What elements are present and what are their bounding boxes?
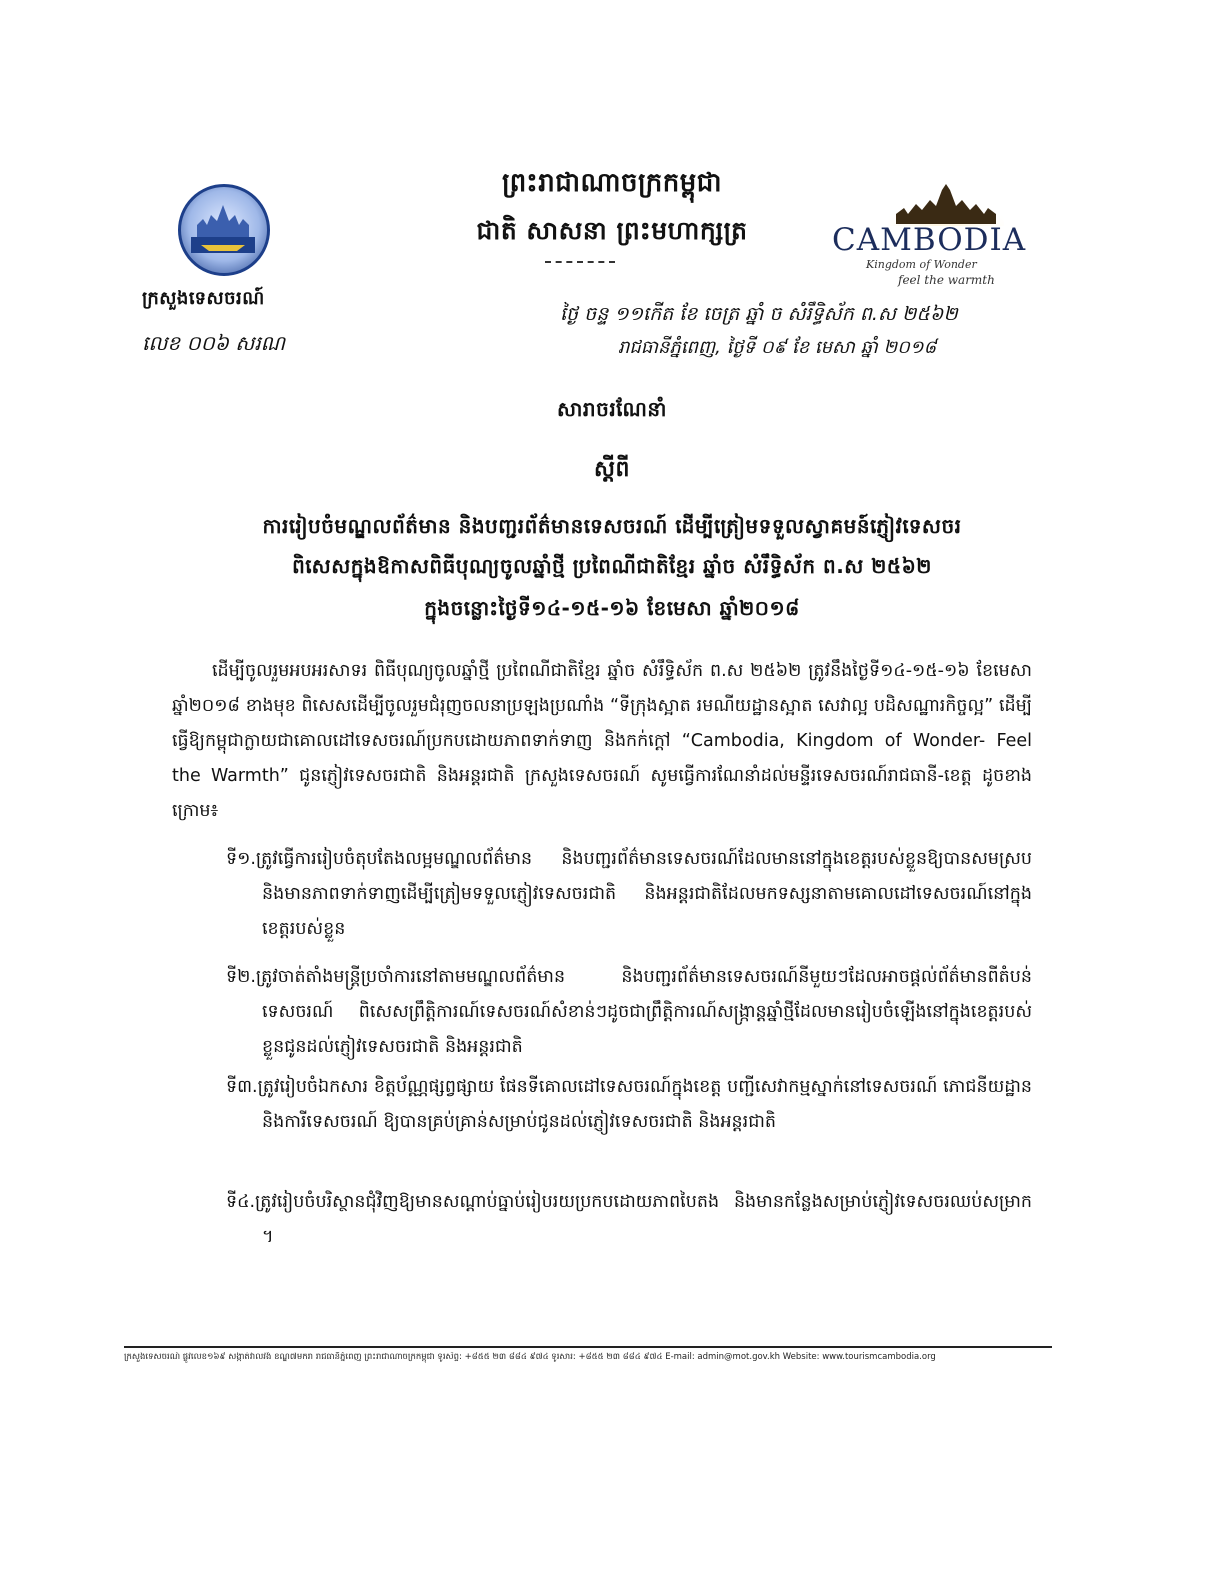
logo-tagline: Kingdom of Wonder (866, 258, 977, 271)
kingdom-title: ព្រះរាជាណាចក្រកម្ពុជា (502, 168, 722, 198)
cambodia-tourism-logo (826, 178, 1046, 290)
subject-line-3: ក្នុងចន្លោះថ្ងៃទី១៤-១៥-១៦ ខែមេសា ឆ្នាំ២០១៨ (424, 596, 800, 620)
logo-wordmark: CAMBODIA (832, 222, 1027, 258)
footer-divider (124, 1346, 1052, 1348)
logo-slogan: feel the warmth (898, 273, 995, 287)
list-item (226, 1185, 1032, 1255)
list-item (226, 842, 1032, 947)
national-motto: ជាតិ សាសនា ព្រះមហាក្សត្រ (476, 216, 748, 245)
instruction-4: ទី៤.ត្រូវរៀបចំបរិស្ថានជុំវិញឱ្យមានសណ្តាប់ធ្នាប់រៀបរយប្រកបដោយភាពបៃតង និងមានកន្លែងសម្រាប់ភ្ញៀវទេសចរឈប់សម្រាក ។ (226, 1192, 1032, 1247)
angkor-sunset-icon (886, 178, 1006, 226)
solar-date: រាជធានីភ្នំពេញ, ថ្ងៃទី ០៩ ខែ មេសា ឆ្នាំ ២០១៨ (618, 337, 937, 358)
footer-contact: ក្រសួងទេសចរណ៍ ផ្លូវលេខ១៦៩ សង្កាត់វាលវង់ ខណ្ឌ៧មករា រាជធានីភ្នំពេញ ព្រះរាជាណាចក្រកម្ពុជា ទូរស័ព្ទ: +៨៥៥ ២៣ ៨៨៤ ៩៧៤ ទូរសារ: +៨៥៥ ២៣ ៨៨៤ ៩៧៤ E-mail: admin@mot.gov.kh Website: www.tourismcambodia.org (124, 1352, 936, 1362)
subject-line-2: ពិសេសក្នុងឱកាសពិធីបុណ្យចូលឆ្នាំថ្មី ប្រពៃណីជាតិខ្មែរ ឆ្នាំច សំរឹទ្ធិស័ក ព.ស ២៥៦២ (292, 554, 932, 578)
list-item (226, 1070, 1032, 1140)
list-item (226, 960, 1032, 1065)
instruction-1: ទី១.ត្រូវធ្វើការរៀបចំតុបតែងលម្អមណ្ឌលព័ត៌មាន និងបញ្ជរព័ត៌មានទេសចរណ៍ដែលមាននៅក្នុងខេត្តរបស់ខ្លួនឱ្យបានសមស្រប និងមានភាពទាក់ទាញដើម្បីត្រៀមទទួលភ្ញៀវទេសចរជាតិ និងអន្តរជាតិដែលមកទស្សនាតាមគោលដៅទេសចរណ៍នៅក្នុងខេត្តរបស់ខ្លួន (226, 849, 1032, 939)
instruction-3: ទី៣.ត្រូវរៀបចំឯកសារ ខិត្តប័ណ្ណផ្សព្វផ្សាយ ផែនទីគោលដៅទេសចរណ៍ក្នុងខេត្ត បញ្ជីសេវាកម្មស្នាក់នៅទេសចរណ៍ ភោជនីយដ្ឋាន និងការីទេសចរណ៍ ឱ្យបានគ្រប់គ្រាន់សម្រាប់ជូនដល់ភ្ញៀវទេសចរជាតិ និងអន្តរជាតិ (226, 1077, 1032, 1132)
document-type: សារាចរណែនាំ (557, 397, 667, 421)
subject-line-1: ការរៀបចំមណ្ឌលព័ត៌មាន និងបញ្ជរព័ត៌មានទេសចរណ៍ ដើម្បីត្រៀមទទួលស្វាគមន៍ភ្ញៀវទេសចរ (262, 514, 962, 538)
instruction-2: ទី២.ត្រូវចាត់តាំងមន្ត្រីប្រចាំការនៅតាមមណ្ឌលព័ត៌មាន និងបញ្ជរព័ត៌មានទេសចរណ៍នីមួយៗដែលអាចផ្តល់ព័ត៌មានពីតំបន់ទេសចរណ៍ ពិសេសព្រឹត្តិការណ៍ទេសចរណ៍សំខាន់ៗដូចជាព្រឹត្តិការណ៍សង្ក្រាន្តឆ្នាំថ្មីដែលមានរៀបចំឡើងនៅក្នុងខេត្តរបស់ខ្លួនជូនដល់ភ្ញៀវទេសចរជាតិ និងអន្តរជាតិ (226, 967, 1032, 1057)
lunar-date: ថ្ងៃ ចន្ទ ១១កើត ខែ ចេត្រ ឆ្នាំ ច សំរឹទ្ធិស័ក ព.ស ២៥៦២ (560, 303, 958, 325)
document-about: ស្តីពី (594, 457, 630, 482)
reference-number: លេខ ០០៦ សរណ (142, 331, 286, 355)
ministry-name: ក្រសួងទេសចរណ៍ (142, 288, 265, 309)
intro-paragraph: ដើម្បីចូលរួមអបអរសាទរ ពិធីបុណ្យចូលឆ្នាំថ្មី ប្រពៃណីជាតិខ្មែរ ឆ្នាំច សំរឹទ្ធិស័ក ព.ស ២៥៦២ ត្រូវនឹងថ្ងៃទី១៤-១៥-១៦ ខែមេសា ឆ្នាំ២០១៨ ខាងមុខ ពិសេសដើម្បីចូលរួមជំរុញចលនាប្រឡងប្រណាំង “ទីក្រុងស្អាត រមណីយដ្ឋានស្អាត សេវាល្អ បដិសណ្ឋារកិច្ចល្អ” ដើម្បីធ្វើឱ្យកម្ពុជាក្លាយជាគោលដៅទេសចរណ៍ប្រកបដោយភាពទាក់ទាញ និងកក់ក្តៅ “Cambodia, Kingdom of Wonder- Feel the Warmth” ជូនភ្ញៀវទេសចរជាតិ និងអន្តរជាតិ ក្រសួងទេសចរណ៍ សូមធ្វើការណែនាំដល់មន្ទីរទេសចរណ៍រាជធានី-ខេត្ត ដូចខាងក្រោម៖ (172, 661, 1032, 821)
header-divider (545, 261, 615, 263)
